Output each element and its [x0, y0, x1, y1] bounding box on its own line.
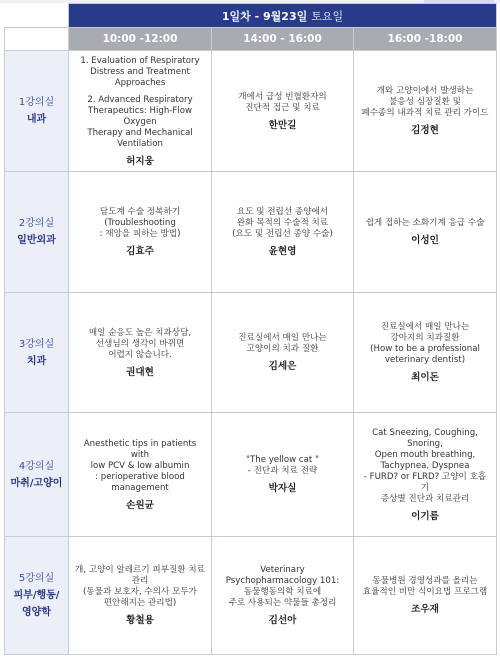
speaker-name: 한만길: [268, 119, 297, 131]
session-cell: [212, 293, 354, 413]
day-title: [69, 4, 497, 28]
speaker-name: 박자실: [268, 483, 297, 494]
speaker-name: 최이돈: [411, 372, 439, 383]
day-title-text: 1일차 - 9월23일: [221, 9, 308, 23]
room-label-cell: [5, 413, 69, 537]
session-cell: [354, 51, 497, 172]
session-topic: 담도계 수술 정복하기 (Troubleshooting : 재앙을 피하는 방법): [99, 207, 181, 239]
session-cell: [354, 172, 497, 293]
session-cell: [69, 172, 212, 293]
time-slot-2: 14:00 - 16:00: [212, 28, 354, 51]
session-cell: [212, 51, 354, 172]
room-department: 치과: [26, 355, 47, 367]
room-department: 일반외과: [17, 235, 56, 246]
session-topic: Cat Sneezing, Coughing, Snoring, Open mouth breathing, Tachypnea, Dyspnea - FURD? or FLRD? 고양이 호흡기 증상별 진단과 치료관리: [363, 427, 487, 504]
room-name: 5강의실: [18, 573, 55, 584]
speaker-name: 손원균: [126, 499, 154, 511]
room-row: [5, 51, 497, 172]
session-topic: "The yellow cat " - 진단과 치료 전략: [246, 455, 319, 476]
session-topic: 진료실에서 매일 만나는 강아지의 치과질환 (How to be a professional veterinary dentist): [370, 322, 480, 365]
room-label-cell: [5, 51, 69, 172]
session-cell: [69, 413, 212, 537]
speaker-name: 이성인: [411, 235, 439, 246]
session-topic: 2. Advanced Respiratory Therapeutics: High-Flow Oxygen Therapy and Mechanical Ventilation: [87, 94, 193, 149]
speaker-name: 김선아: [268, 615, 297, 626]
session-topic: 진료실에서 매일 만나는 고양이의 치과 질환: [238, 333, 327, 354]
room-row: [5, 537, 497, 655]
room-department: 내과: [26, 114, 47, 125]
time-slot-3: 16:00 -18:00: [354, 28, 497, 51]
lecture-schedule-table: [4, 3, 497, 655]
speaker-name: 조우재: [411, 604, 439, 615]
speaker-name: 허지웅: [126, 155, 154, 167]
room-name: 3강의실: [18, 338, 55, 350]
session-cell: [69, 293, 212, 413]
speaker-name: 권대현: [126, 366, 154, 378]
speaker-name: 김효주: [126, 246, 154, 257]
room-department: 피부/행동/ 영양학: [13, 590, 60, 618]
session-topic: 개에서 급성 빈혈환자의 진단적 접근 및 치료: [238, 91, 327, 113]
session-topic: 요도 및 전립선 종양에서 완화 목적의 수술적 치료 (요도 및 전립선 종양 수술): [232, 207, 333, 239]
time-slot-1: 10:00 -12:00: [69, 28, 212, 51]
speaker-name: 윤현영: [268, 246, 297, 257]
session-cell: [354, 293, 497, 413]
speaker-name: 김세은: [268, 361, 297, 372]
room-label-cell: [5, 537, 69, 655]
session-topic: 1. Evaluation of Respiratory Distress and Treatment Approaches: [80, 55, 200, 88]
session-cell: [212, 413, 354, 537]
session-topic: 매일 순응도 높은 치과상담, 선생님의 생각이 바뀌면 어렵지 않습니다.: [88, 327, 192, 360]
session-topic: 개, 고양이 알레르기 피부질환 치료관리 (동물과 보호자, 수의사 모두가 편안해지는 관리법): [75, 565, 205, 608]
corner-cell: [5, 4, 69, 28]
room-label-cell: [5, 172, 69, 293]
session-cell: [354, 413, 497, 537]
room-name: 2강의실: [18, 218, 55, 229]
room-row: [5, 172, 497, 293]
session-topic: 동물병원 경영성과를 올리는 효율적인 비만 식이요법 프로그램: [362, 576, 488, 597]
room-department: 마취/고양이: [10, 477, 63, 489]
speaker-name: 황철용: [126, 615, 154, 626]
session-topic: Veterinary Psychopharmacology 101: 동물행동의학 치료에 주로 사용되는 약물들 총정리: [225, 565, 340, 608]
room-name: 4강의실: [18, 460, 55, 472]
room-row: [5, 413, 497, 537]
session-topic: 개와 고양이에서 발생하는 불응성 심장질환 및 폐수종의 내과적 치료 관리 가이드: [361, 86, 489, 118]
session-cell: [69, 51, 212, 172]
session-topic: 쉽게 접하는 소화기계 응급 수술: [365, 218, 485, 228]
room-row: [5, 293, 497, 413]
time-slot-row: [5, 28, 497, 51]
room-name: 1강의실: [18, 97, 55, 108]
schedule-body: [5, 51, 497, 655]
time-corner-cell: [5, 28, 69, 51]
session-cell: [69, 537, 212, 655]
session-cell: [212, 172, 354, 293]
session-topic: Anesthetic tips in patients with low PCV & low albumin : perioperative blood management: [83, 438, 197, 493]
speaker-name: 김정현: [411, 125, 439, 136]
session-cell: [354, 537, 497, 655]
room-label-cell: [5, 293, 69, 413]
speaker-name: 이기름: [411, 510, 439, 522]
session-cell: [212, 537, 354, 655]
day-header-row: [5, 4, 497, 28]
weekday-text: 토요일: [311, 9, 344, 23]
